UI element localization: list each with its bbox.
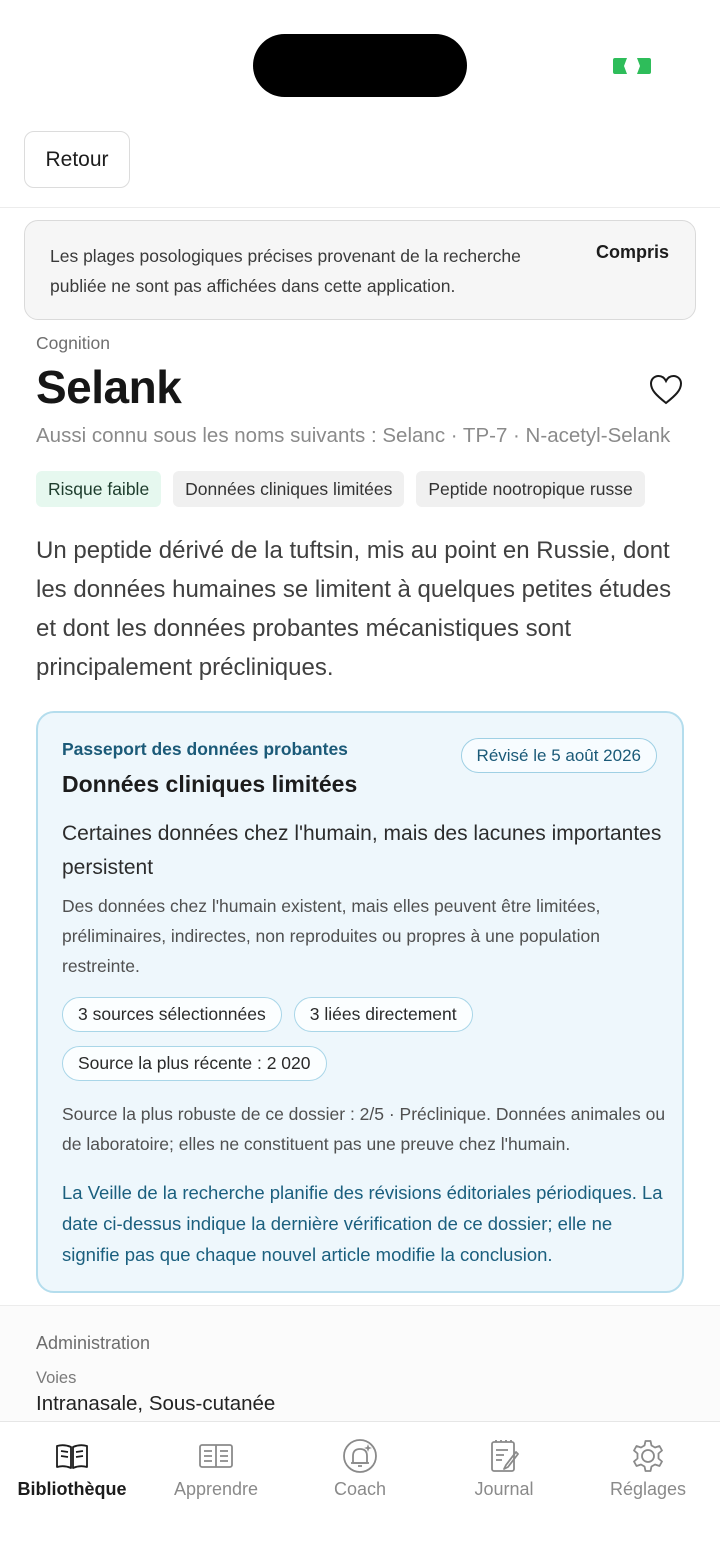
tab-bibliotheque[interactable] — [0, 1422, 144, 1532]
status-indicator-icon — [610, 56, 654, 76]
status-bar — [0, 0, 720, 120]
risk-chip: Risque faible — [36, 471, 161, 507]
aliases-text: Aussi connu sous les noms suivants : Selanc · TP-7 · N-acetyl-Selank — [36, 424, 671, 447]
back-button[interactable]: Retour — [24, 131, 130, 188]
favorite-heart-icon[interactable] — [648, 372, 684, 408]
class-chip: Peptide nootropique russe — [416, 471, 644, 507]
summary-text: Un peptide dérivé de la tuftsin, mis au point en Russie, dont les données humaines se limitent à quelques petites études et dont les données probantes mécanistiques sont principalement précliniques. — [36, 537, 672, 681]
revised-date-badge: Révisé le 5 août 2026 — [461, 738, 657, 773]
page-title: Selank — [36, 361, 182, 413]
routes-value: Intranasale, Sous-cutanée — [36, 1392, 276, 1415]
category-label: Cognition — [36, 333, 110, 353]
research-watch-note: La Veille de la recherche planifie des révisions éditoriales périodiques. La date ci-dessus indique la dernière vérification de ce dossier; elle ne signifie pas que chaque nouvel article modifie la conclusion. — [62, 1182, 663, 1265]
tab-label: Réglages — [609, 1479, 687, 1499]
tab-journal[interactable] — [432, 1422, 576, 1532]
tab-label: Bibliothèque — [17, 1479, 127, 1499]
tab-reglages[interactable] — [576, 1422, 720, 1532]
dynamic-island — [253, 34, 467, 97]
open-book-icon — [198, 1438, 234, 1474]
selected-sources-pill: 3 sources sélectionnées — [62, 997, 282, 1032]
tag-chips — [36, 471, 645, 507]
administration-title: Administration — [36, 1333, 151, 1353]
tab-coach[interactable] — [288, 1422, 432, 1532]
passport-label: Passeport des données probantes — [62, 739, 348, 759]
evidence-chip: Données cliniques limitées — [173, 471, 404, 507]
notice-dismiss-button[interactable]: Compris — [595, 242, 669, 262]
strongest-source-text: Source la plus robuste de ce dossier : 2/5 · Préclinique. Données animales ou de laboratoire; elles ne constituent pas une preuve chez l'humain. — [62, 1104, 666, 1154]
passport-title: Données cliniques limitées — [62, 771, 358, 797]
administration-section — [0, 1305, 720, 1422]
latest-source-pill: Source la plus récente : 2 020 — [62, 1046, 327, 1081]
bottom-tab-bar — [0, 1421, 720, 1564]
book-icon — [54, 1438, 90, 1474]
passport-description: Des données chez l'humain existent, mais elles peuvent être limitées, préliminaires, indirectes, non reproduites ou propres à une population restreinte. — [62, 896, 601, 976]
dosage-notice-banner — [24, 220, 696, 320]
passport-subtitle: Certaines données chez l'humain, mais des lacunes importantes persistent — [62, 822, 662, 879]
notebook-pen-icon — [486, 1438, 522, 1474]
tab-label: Coach — [333, 1479, 387, 1499]
bell-sparkle-icon — [342, 1438, 378, 1474]
tab-label: Journal — [474, 1479, 534, 1499]
source-pills — [62, 997, 662, 1081]
notice-text: Les plages posologiques précises provenant de la recherche publiée ne sont pas affichées dans cette application. — [50, 246, 521, 296]
evidence-passport-card — [36, 711, 684, 1293]
linked-sources-pill: 3 liées directement — [294, 997, 473, 1032]
tab-label: Apprendre — [173, 1479, 259, 1499]
tab-apprendre[interactable] — [144, 1422, 288, 1532]
routes-label: Voies — [36, 1369, 77, 1387]
gear-icon — [630, 1438, 666, 1474]
top-header — [0, 120, 720, 208]
